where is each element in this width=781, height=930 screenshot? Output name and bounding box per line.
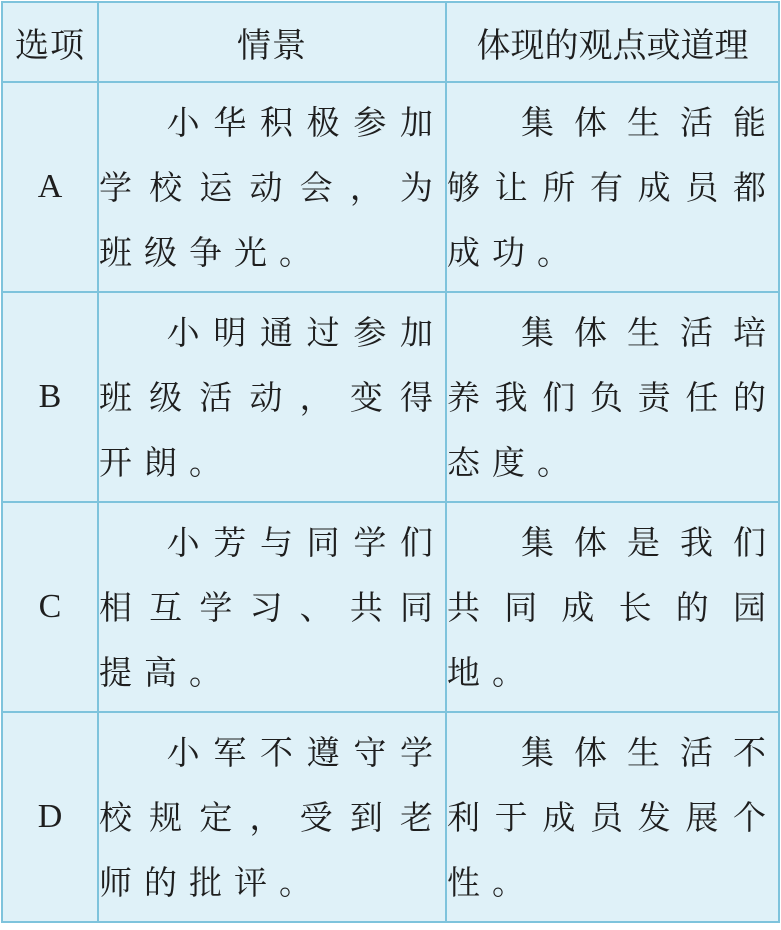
scene-text: 小华积极参加学校运动会，为班级争光。 [99,102,445,272]
view-cell [446,292,779,502]
table-header-row [2,2,779,82]
scene-cell [98,502,446,712]
scene-cell [98,712,446,922]
header-view: 体现的观点或道理 [446,2,779,82]
table-row [2,292,779,502]
scene-cell [98,292,446,502]
option-label: D [2,712,98,922]
header-option: 选项 [2,2,98,82]
scene-cell [98,82,446,292]
view-text: 集体生活不利于成员发展个性。 [447,732,778,902]
scene-text: 小明通过参加班级活动，变得开朗。 [99,312,445,482]
header-scene: 情景 [98,2,446,82]
view-text: 集体是我们共同成长的园地。 [447,522,778,692]
view-text: 集体生活能够让所有成员都成功。 [447,102,778,272]
view-cell [446,502,779,712]
scene-text: 小芳与同学们相互学习、共同提高。 [99,522,445,692]
option-label: B [2,292,98,502]
view-cell [446,82,779,292]
options-table [1,1,780,923]
scene-text: 小军不遵守学校规定，受到老师的批评。 [99,732,445,902]
view-text: 集体生活培养我们负责任的态度。 [447,312,778,482]
table-row [2,82,779,292]
table-row [2,712,779,922]
table-row [2,502,779,712]
view-cell [446,712,779,922]
option-label: C [2,502,98,712]
option-label: A [2,82,98,292]
